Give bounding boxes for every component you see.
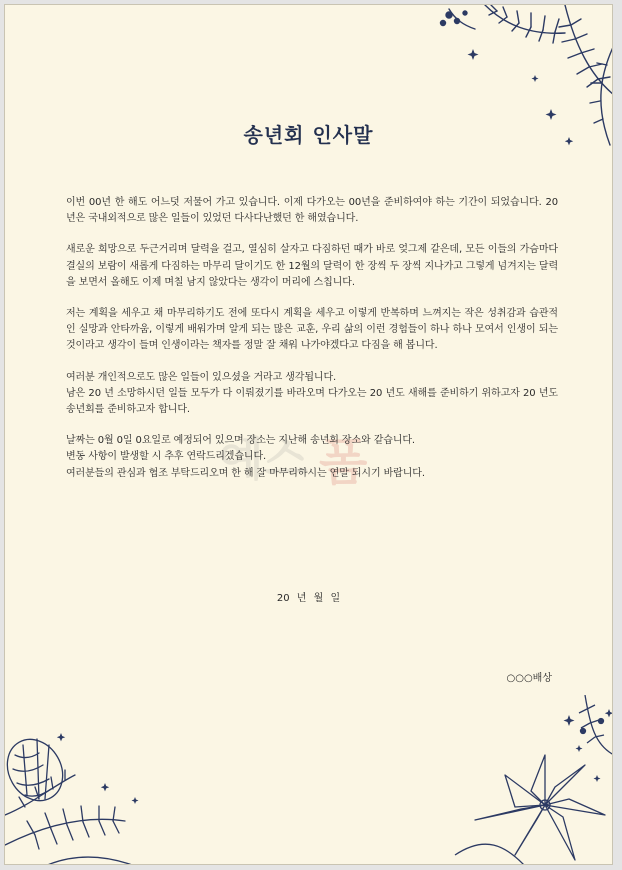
paragraph-2: 새로운 희망으로 두근거리며 달력을 걸고, 열심히 살자고 다짐하던 때가 바로 엊그제 같은데, 모든 이들의 가슴마다 결실의 보람이 새롭게 다짐하는 마무리 달이기도 한 12월의 달력이 한 장씩 두 장씩 지나가고 그렇게 넘겨지는 달력을 보면서 올해도 이제 며칠 남지 않았다는 생각이 머리에 스칩니다. bbox=[66, 244, 558, 288]
paragraph-4: 여러분 개인적으로도 많은 일들이 있으셨을 거라고 생각됩니다. 남은 20 년 소망하시던 일들 모두가 다 이뤄졌기를 바라오며 다가오는 20 년도 새해를 준비하기 위하고자 20 년도 송년회를 준비하고자 합니다. bbox=[66, 371, 558, 416]
document-title: 송년회 인사말 bbox=[243, 123, 374, 147]
paragraph-5: 날짜는 0월 0일 0요일로 예정되어 있으며 장소는 지난해 송년회 장소와 같습니다. 변동 사항이 발생할 시 추후 연락드리겠습니다. 여러분들의 관심과 협조 부탁드리오며 한 해 잘 마무리하시는 연말 되시기 바랍니다. bbox=[66, 435, 425, 479]
signature-line: ○○○배상 bbox=[506, 673, 552, 684]
svg-text:폼: 폼 bbox=[319, 433, 368, 491]
document-page bbox=[4, 4, 613, 865]
poinsettia-icon bbox=[445, 695, 613, 865]
document-body bbox=[66, 195, 558, 497]
svg-text:예스: 예스 bbox=[219, 432, 308, 486]
paragraph-3: 저는 계획을 세우고 채 마무리하기도 전에 또다시 계획을 세우고 이렇게 반복하며 느껴지는 작은 성취감과 습관적인 실망과 안타까움, 이렇게 배워가며 알게 되는 많은 교훈, 우리 삶의 이런 경험들이 하나 하나 모여서 인생이 되는 것이라고 생각이 들며 인생이라는 책자를 정말 잘 채워 나가야겠다고 다짐을 해 봅니다. bbox=[66, 308, 558, 352]
date-line: 20 년 월 일 bbox=[276, 593, 341, 604]
pinecone-icon bbox=[5, 725, 155, 865]
paragraph-1: 이번 00년 한 해도 어느덧 저물어 가고 있습니다. 이제 다가오는 00년을 준비하여야 하는 기간이 되었습니다. 20 년은 국내외적으로 많은 일들이 있었던 다사다난했던 한 해였습니다. bbox=[66, 197, 558, 225]
